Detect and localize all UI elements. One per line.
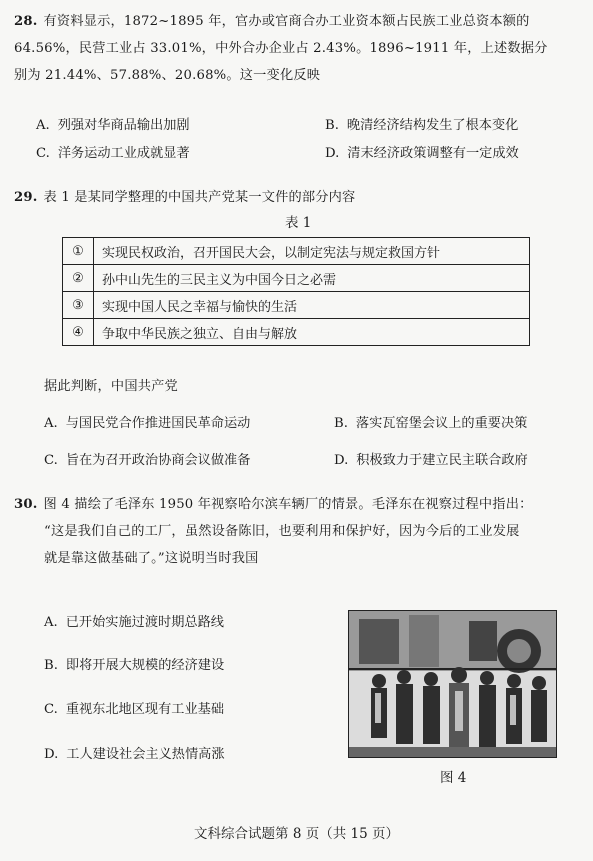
table-row: ② 孙中山先生的三民主义为中国今日之必需 xyxy=(63,265,530,292)
question-number: 30. xyxy=(14,497,38,512)
question-stem: 就是靠这做基础了。”这说明当时我国 xyxy=(44,551,259,566)
table-caption: 表 1 xyxy=(285,215,312,231)
question-28 xyxy=(14,8,586,89)
page-footer: 文科综合试题第 8 页（共 15 页） xyxy=(194,826,399,842)
figure-4-illustration xyxy=(348,610,557,758)
option-c[interactable]: C. 旨在为召开政治协商会议做准备 xyxy=(44,453,251,468)
option-c[interactable]: C. 重视东北地区现有工业基础 xyxy=(44,702,225,717)
question-number: 28. xyxy=(14,14,38,29)
question-stem: 别为 21.44%、57.88%、20.68%。这一变化反映 xyxy=(14,68,321,83)
option-a[interactable]: A. 已开始实施过渡时期总路线 xyxy=(44,615,224,630)
question-stem: 64.56%，民营工业占 33.01%，中外合办企业占 2.43%。1896~1911 年，上述数据分 xyxy=(14,41,548,56)
option-b[interactable]: B. 晚清经济结构发生了根本变化 xyxy=(325,118,519,133)
option-d[interactable]: D. 工人建设社会主义热情高涨 xyxy=(44,747,225,762)
table-row: ① 实现民权政治，召开国民大会，以制定宪法与规定救国方针 xyxy=(63,238,530,265)
question-stem: 图 4 描绘了毛泽东 1950 年视察哈尔滨车辆厂的情景。毛泽东在视察过程中指出： xyxy=(43,497,533,512)
table-row: ③ 实现中国人民之幸福与愉快的生活 xyxy=(63,292,530,319)
question-stem: “这是我们自己的工厂，虽然设备陈旧，也要利用和保护好，因为今后的工业发展 xyxy=(44,524,520,539)
question-30 xyxy=(14,491,586,572)
factory-scene-image xyxy=(349,611,556,757)
option-c[interactable]: C. 洋务运动工业成就显著 xyxy=(36,146,190,161)
option-b[interactable]: B. 即将开展大规模的经济建设 xyxy=(44,658,225,673)
table-1 xyxy=(62,237,530,346)
question-number: 29. xyxy=(14,190,38,205)
question-stem: 有资料显示，1872~1895 年，官办或官商合办工业资本额占民族工业总资本额的 xyxy=(43,14,530,29)
question-stem: 表 1 是某同学整理的中国共产党某一文件的部分内容 xyxy=(43,190,356,205)
question-29-prompt: 据此判断，中国共产党 xyxy=(44,379,178,394)
figure-caption: 图 4 xyxy=(440,770,467,786)
option-b[interactable]: B. 落实瓦窑堡会议上的重要决策 xyxy=(334,416,528,431)
option-a[interactable]: A. 列强对华商品输出加剧 xyxy=(36,118,190,133)
option-a[interactable]: A. 与国民党合作推进国民革命运动 xyxy=(44,416,251,431)
option-d[interactable]: D. 清末经济政策调整有一定成效 xyxy=(325,146,519,161)
table-row: ④ 争取中华民族之独立、自由与解放 xyxy=(63,319,530,346)
option-d[interactable]: D. 积极致力于建立民主联合政府 xyxy=(334,453,528,468)
question-29 xyxy=(14,184,586,211)
